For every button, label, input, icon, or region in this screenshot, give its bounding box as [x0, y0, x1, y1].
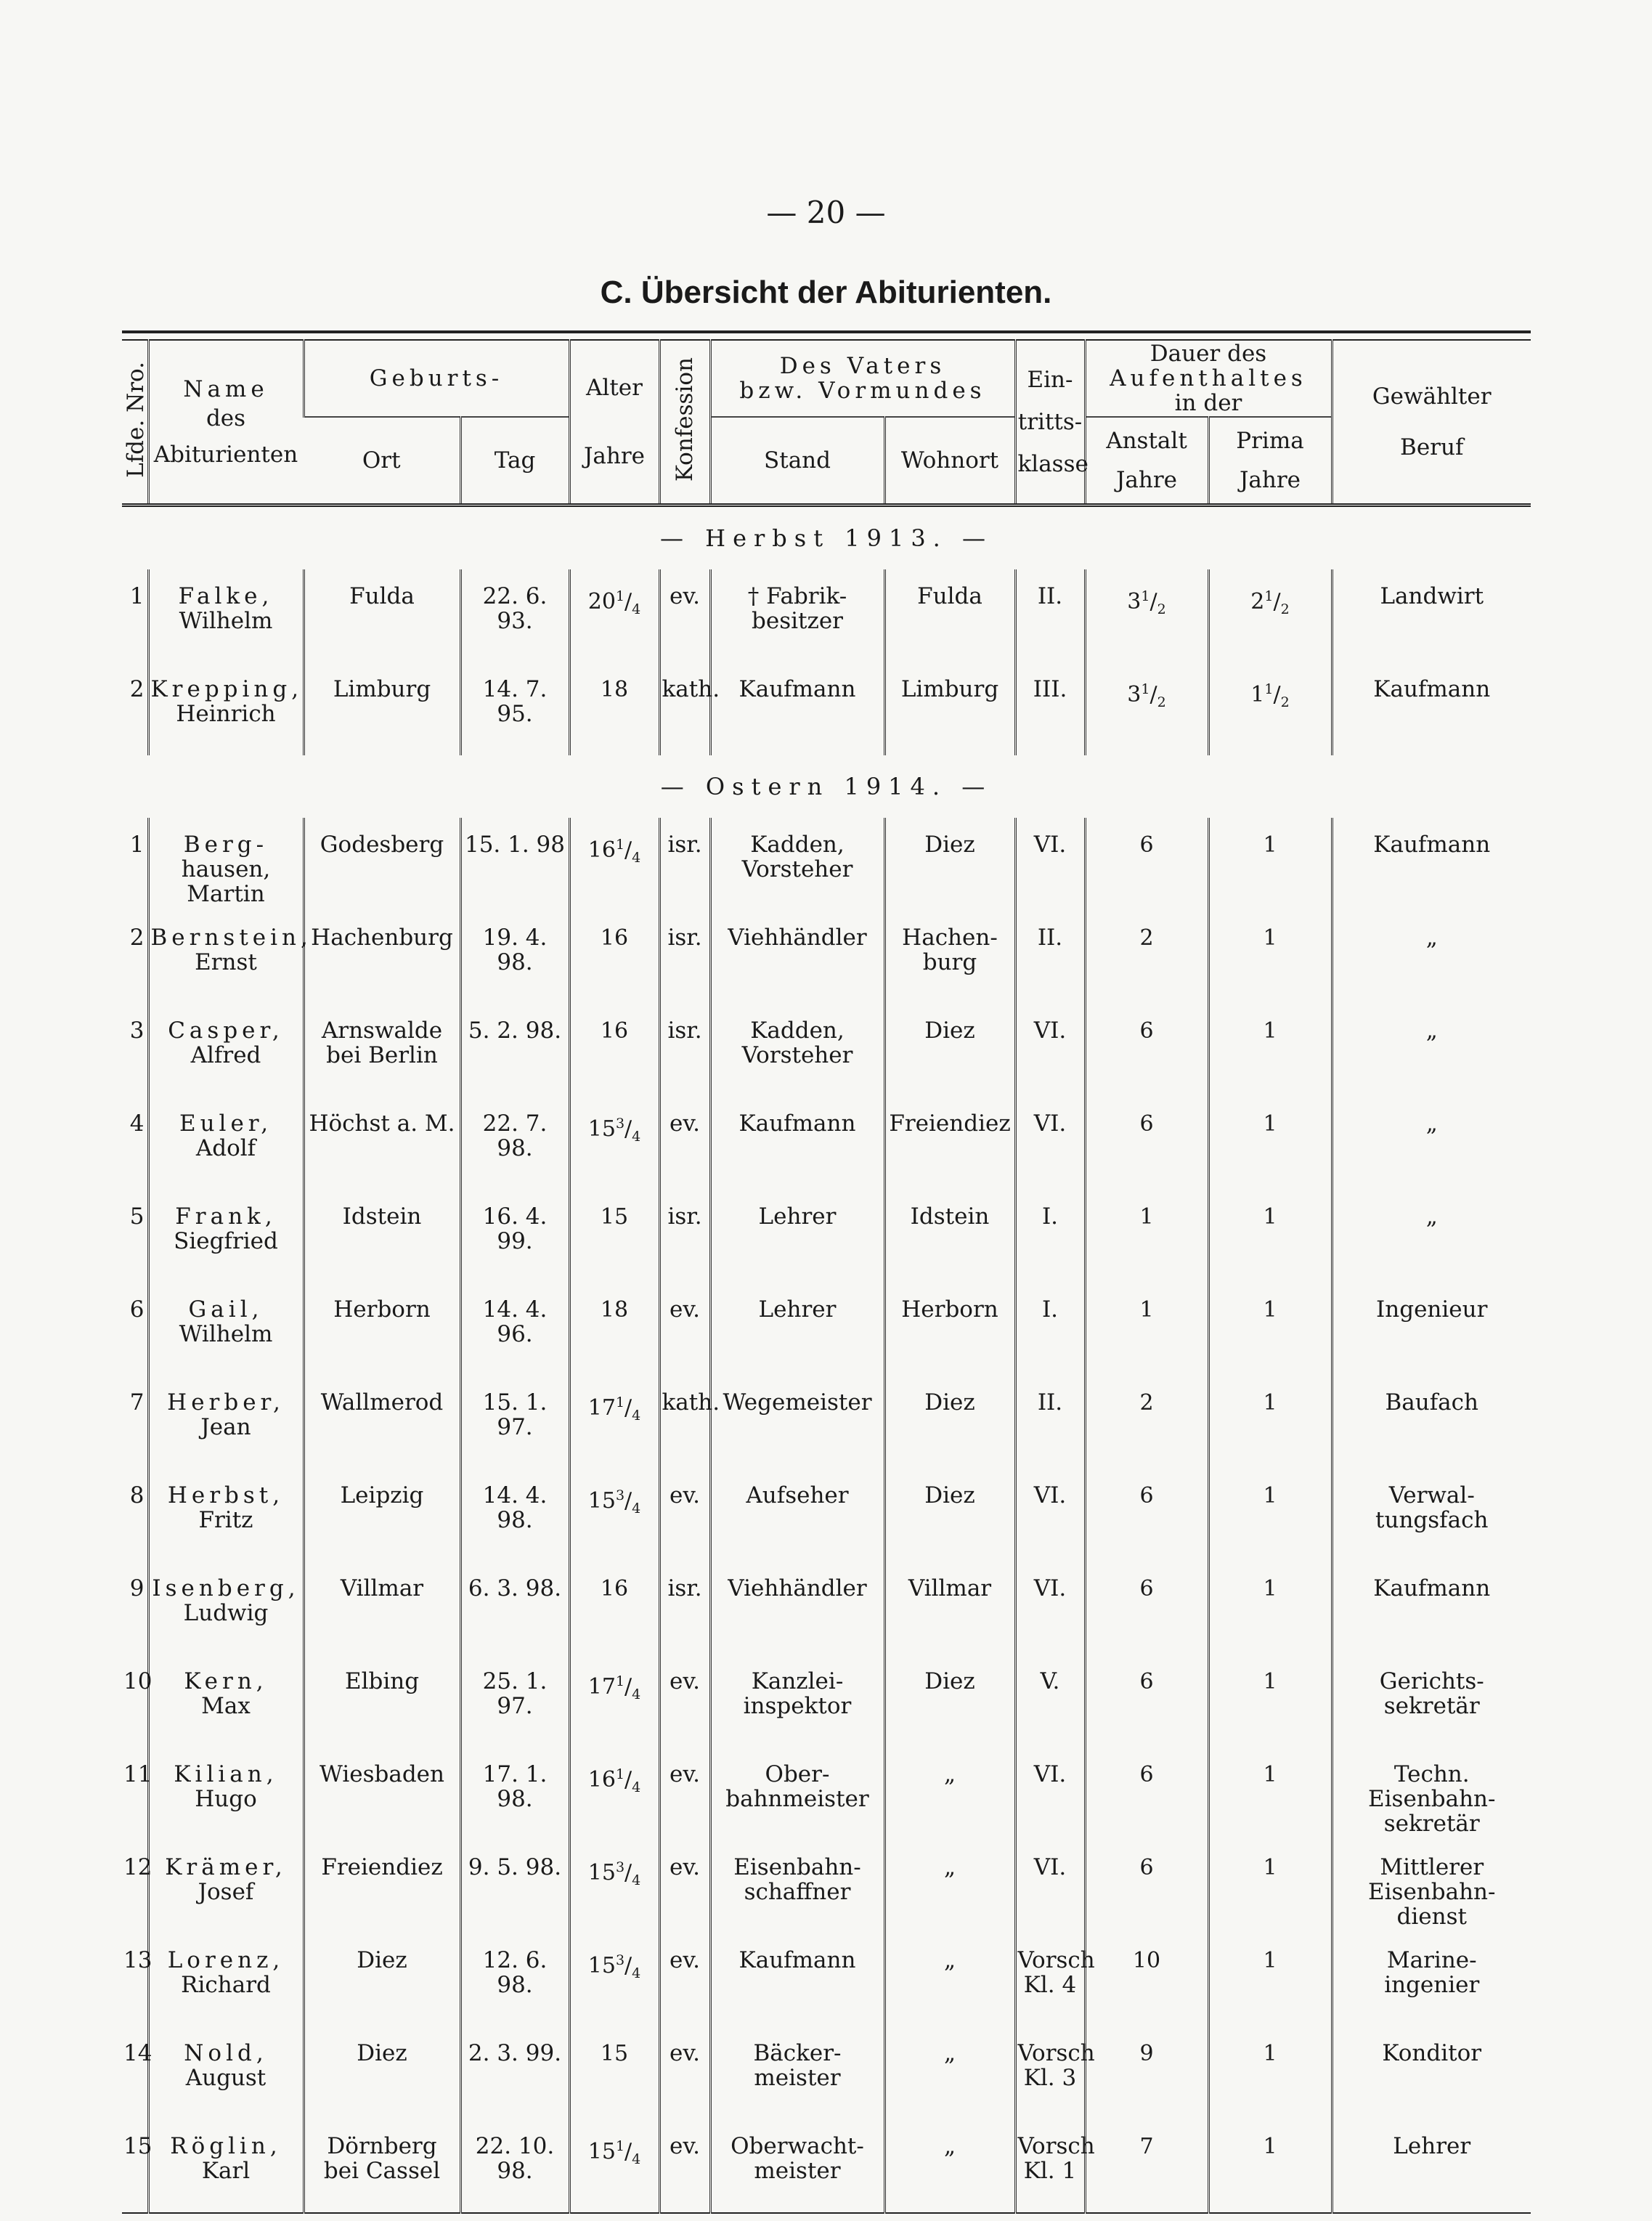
section-heading	[122, 505, 1531, 570]
section-label: — Ostern 1914. —	[660, 773, 993, 800]
cell-nr: 1	[129, 583, 145, 609]
cell-konfession: ev.	[659, 1097, 710, 1190]
cell-nr: 3	[129, 1018, 145, 1044]
cell-konfession: kath.	[659, 662, 710, 755]
fraction: $^1/_4$	[615, 1766, 641, 1795]
table-row	[122, 1190, 1531, 1283]
cell-prima: 1	[1208, 1933, 1332, 2026]
cell-stand: Viehhändler	[710, 911, 884, 1004]
cell-konfession: isr.	[659, 818, 710, 911]
cell-prima: 1	[1208, 2026, 1332, 2119]
table-row	[122, 2026, 1531, 2119]
cell-konfession: isr.	[659, 1004, 710, 1097]
cell-alter: $16^1/_4$	[569, 818, 659, 911]
table-row	[122, 1562, 1531, 1654]
cell-nr: 11	[123, 1761, 152, 1787]
cell-konfession: ev.	[659, 1654, 710, 1747]
cell-anstalt: 6	[1085, 1840, 1208, 1933]
col-beruf: Gewählter Beruf	[1332, 340, 1531, 503]
cell-stand: Kanzlei- inspektor	[710, 1654, 884, 1747]
cell-tag: 14. 7. 95.	[460, 662, 569, 755]
cell-name: Krepping, Heinrich	[148, 662, 304, 755]
cell-ort: Wallmerod	[304, 1376, 460, 1469]
col-dauer: Dauer des Aufenthaltes in der	[1085, 340, 1332, 417]
cell-name: Kilian, Hugo	[148, 1747, 304, 1840]
cell-tag: 15. 1. 98	[460, 818, 569, 911]
cell-ort: Diez	[304, 2026, 460, 2119]
cell-ort: Diez	[304, 1933, 460, 2026]
cell-eintritt: II.	[1015, 569, 1085, 662]
cell-wohnort: Limburg	[884, 662, 1015, 755]
cell-konfession: ev.	[659, 2119, 710, 2213]
cell-tag: 22. 6. 93.	[460, 569, 569, 662]
cell-alter: 18	[569, 1283, 659, 1376]
cell-anstalt: 10	[1085, 1933, 1208, 2026]
table-row	[122, 662, 1531, 755]
cell-ort: Limburg	[304, 662, 460, 755]
cell-prima: 1	[1208, 1840, 1332, 1933]
cell-prima: 1	[1208, 1376, 1332, 1469]
cell-stand: Kadden, Vorsteher	[710, 818, 884, 911]
cell-prima: 1	[1208, 1190, 1332, 1283]
cell-anstalt: 7	[1085, 2119, 1208, 2213]
cell-alter: $15^3/_4$	[569, 1933, 659, 2026]
cell-wohnort: Villmar	[884, 1562, 1015, 1654]
cell-anstalt: 6	[1085, 1562, 1208, 1654]
cell-konfession: ev.	[659, 569, 710, 662]
cell-eintritt: VI.	[1015, 1562, 1085, 1654]
cell-nr: 4	[129, 1110, 145, 1137]
cell-konfession: isr.	[659, 1562, 710, 1654]
cell-konfession: ev.	[659, 1747, 710, 1840]
cell-wohnort: Idstein	[884, 1190, 1015, 1283]
table-row	[122, 1933, 1531, 2026]
cell-konfession: ev.	[659, 1469, 710, 1562]
cell-stand: Lehrer	[710, 1283, 884, 1376]
cell-anstalt: 6	[1085, 818, 1208, 911]
cell-wohnort: „	[884, 1747, 1015, 1840]
cell-eintritt: Vorsch Kl. 1	[1015, 2119, 1085, 2213]
cell-nr: 8	[129, 1482, 145, 1509]
cell-anstalt: 2	[1085, 1376, 1208, 1469]
cell-tag: 19. 4. 98.	[460, 911, 569, 1004]
cell-stand: Kaufmann	[710, 1097, 884, 1190]
cell-ort: Arnswalde bei Berlin	[304, 1004, 460, 1097]
table-row	[122, 1004, 1531, 1097]
cell-tag: 12. 6. 98.	[460, 1933, 569, 2026]
cell-stand: † Fabrik- besitzer	[710, 569, 884, 662]
cell-nr: 2	[129, 676, 145, 702]
cell-prima: 1	[1208, 1469, 1332, 1562]
cell-name: Kern, Max	[148, 1654, 304, 1747]
fraction: $^1/_2$	[1264, 681, 1290, 710]
cell-stand: Oberwacht- meister	[710, 2119, 884, 2213]
cell-eintritt: VI.	[1015, 818, 1085, 911]
table-header	[122, 332, 1531, 505]
cell-stand: Wegemeister	[710, 1376, 884, 1469]
col-vater: Des Vaters bzw. Vormundes	[710, 340, 1015, 417]
table-row	[122, 1840, 1531, 1933]
cell-prima: 1	[1208, 1004, 1332, 1097]
cell-ort: Leipzig	[304, 1469, 460, 1562]
cell-eintritt: I.	[1015, 1190, 1085, 1283]
cell-nr: 2	[129, 925, 145, 951]
fraction: $^3/_4$	[615, 1116, 641, 1145]
cell-stand: Ober- bahnmeister	[710, 1747, 884, 1840]
table-row	[122, 1747, 1531, 1840]
table-row	[122, 1469, 1531, 1562]
col-konfession: Konfession	[659, 340, 710, 503]
cell-anstalt: 6	[1085, 1654, 1208, 1747]
table-body	[122, 505, 1531, 2214]
cell-name: Lorenz, Richard	[148, 1933, 304, 2026]
fraction: $^3/_4$	[615, 1859, 641, 1888]
col-lfd-nr: Lfde. Nro.	[123, 361, 149, 478]
cell-eintritt: VI.	[1015, 1747, 1085, 1840]
cell-wohnort: „	[884, 1933, 1015, 2026]
cell-ort: Fulda	[304, 569, 460, 662]
table-row	[122, 911, 1531, 1004]
cell-name: Isenberg, Ludwig	[148, 1562, 304, 1654]
cell-wohnort: Freiendiez	[884, 1097, 1015, 1190]
cell-alter: 16	[569, 1562, 659, 1654]
cell-tag: 22. 10. 98.	[460, 2119, 569, 2213]
col-wohnort: Wohnort	[884, 417, 1015, 503]
cell-alter: 16	[569, 1004, 659, 1097]
fraction: $^1/_2$	[1264, 588, 1290, 617]
cell-alter: $15^3/_4$	[569, 1840, 659, 1933]
cell-stand: Viehhändler	[710, 1562, 884, 1654]
cell-ort: Idstein	[304, 1190, 460, 1283]
cell-prima: 1	[1208, 2119, 1332, 2213]
cell-alter: $15^3/_4$	[569, 1469, 659, 1562]
cell-alter: $16^1/_4$	[569, 1747, 659, 1840]
cell-eintritt: VI.	[1015, 1469, 1085, 1562]
col-ort: Ort	[304, 417, 460, 503]
col-prima: Prima Jahre	[1208, 417, 1332, 503]
cell-anstalt: 6	[1085, 1004, 1208, 1097]
cell-konfession: kath.	[659, 1376, 710, 1469]
cell-beruf: Kaufmann	[1332, 662, 1531, 755]
cell-stand: Kadden, Vorsteher	[710, 1004, 884, 1097]
cell-beruf: Gerichts- sekretär	[1332, 1654, 1531, 1747]
cell-wohnort: Diez	[884, 1376, 1015, 1469]
section-label: — Herbst 1913. —	[659, 524, 993, 552]
cell-anstalt: 6	[1085, 1097, 1208, 1190]
cell-alter: $15^3/_4$	[569, 1097, 659, 1190]
cell-prima: 1	[1208, 1097, 1332, 1190]
cell-anstalt: 9	[1085, 2026, 1208, 2119]
col-name: Name des Abiturienten	[148, 340, 304, 503]
cell-beruf: Kaufmann	[1332, 1562, 1531, 1654]
cell-stand: Kaufmann	[710, 1933, 884, 2026]
cell-eintritt: VI.	[1015, 1004, 1085, 1097]
col-geburts: Geburts-	[304, 340, 569, 417]
cell-anstalt: $3^1/_2$	[1085, 569, 1208, 662]
fraction: $^1/_4$	[615, 2138, 641, 2167]
cell-wohnort: Diez	[884, 818, 1015, 911]
cell-nr: 9	[129, 1575, 145, 1601]
cell-nr: 6	[129, 1296, 145, 1323]
cell-alter: $17^1/_4$	[569, 1376, 659, 1469]
cell-beruf: „	[1332, 911, 1531, 1004]
cell-konfession: ev.	[659, 2026, 710, 2119]
cell-name: Nold, August	[148, 2026, 304, 2119]
cell-konfession: ev.	[659, 1283, 710, 1376]
cell-ort: Dörnberg bei Cassel	[304, 2119, 460, 2213]
page-title: C. Übersicht der Abiturienten.	[600, 275, 1052, 310]
cell-prima: 1	[1208, 911, 1332, 1004]
cell-eintritt: VI.	[1015, 1840, 1085, 1933]
cell-prima: 1	[1208, 1654, 1332, 1747]
cell-nr: 14	[123, 2040, 152, 2066]
cell-beruf: Kaufmann	[1332, 818, 1531, 911]
cell-wohnort: Fulda	[884, 569, 1015, 662]
cell-tag: 14. 4. 98.	[460, 1469, 569, 1562]
cell-tag: 22. 7. 98.	[460, 1097, 569, 1190]
table-row	[122, 1376, 1531, 1469]
fraction: $^1/_4$	[615, 837, 641, 866]
cell-nr: 13	[123, 1947, 152, 1973]
cell-alter: $20^1/_4$	[569, 569, 659, 662]
cell-eintritt: II.	[1015, 1376, 1085, 1469]
table-row	[122, 2119, 1531, 2213]
cell-name: Bernstein, Ernst	[148, 911, 304, 1004]
cell-stand: Kaufmann	[710, 662, 884, 755]
col-alter: Alter Jahre	[569, 340, 659, 503]
cell-eintritt: I.	[1015, 1283, 1085, 1376]
cell-prima: 1	[1208, 818, 1332, 911]
cell-eintritt: Vorsch Kl. 3	[1015, 2026, 1085, 2119]
cell-wohnort: „	[884, 2119, 1015, 2213]
cell-tag: 17. 1. 98.	[460, 1747, 569, 1840]
cell-beruf: Marine- ingenier	[1332, 1933, 1531, 2026]
cell-tag: 6. 3. 98.	[460, 1562, 569, 1654]
cell-alter: $15^1/_4$	[569, 2119, 659, 2213]
cell-stand: Lehrer	[710, 1190, 884, 1283]
table-row	[122, 1283, 1531, 1376]
cell-beruf: Ingenieur	[1332, 1283, 1531, 1376]
cell-nr: 5	[129, 1203, 145, 1230]
cell-tag: 2. 3. 99.	[460, 2026, 569, 2119]
cell-name: Euler, Adolf	[148, 1097, 304, 1190]
cell-name: Gail, Wilhelm	[148, 1283, 304, 1376]
cell-konfession: isr.	[659, 911, 710, 1004]
cell-beruf: Mittlerer Eisenbahn- dienst	[1332, 1840, 1531, 1933]
cell-name: Falke, Wilhelm	[148, 569, 304, 662]
cell-beruf: „	[1332, 1004, 1531, 1097]
cell-ort: Wiesbaden	[304, 1747, 460, 1840]
fraction: $^1/_2$	[1141, 588, 1166, 617]
cell-konfession: ev.	[659, 1933, 710, 2026]
cell-nr: 10	[123, 1668, 152, 1694]
cell-tag: 9. 5. 98.	[460, 1840, 569, 1933]
cell-name: Casper, Alfred	[148, 1004, 304, 1097]
cell-anstalt: 6	[1085, 1747, 1208, 1840]
cell-nr: 15	[123, 2133, 152, 2159]
cell-anstalt: 6	[1085, 1469, 1208, 1562]
cell-ort: Godesberg	[304, 818, 460, 911]
cell-ort: Freiendiez	[304, 1840, 460, 1933]
cell-tag: 14. 4. 96.	[460, 1283, 569, 1376]
table-row	[122, 569, 1531, 662]
cell-ort: Elbing	[304, 1654, 460, 1747]
cell-name: Berg- hausen, Martin	[148, 818, 304, 911]
cell-beruf: Baufach	[1332, 1376, 1531, 1469]
cell-eintritt: III.	[1015, 662, 1085, 755]
cell-ort: Höchst a. M.	[304, 1097, 460, 1190]
cell-alter: $17^1/_4$	[569, 1654, 659, 1747]
cell-wohnort: „	[884, 1840, 1015, 1933]
cell-beruf: Lehrer	[1332, 2119, 1531, 2213]
cell-wohnort: Diez	[884, 1654, 1015, 1747]
cell-beruf: „	[1332, 1190, 1531, 1283]
cell-wohnort: „	[884, 2026, 1015, 2119]
cell-beruf: „	[1332, 1097, 1531, 1190]
section-heading	[122, 755, 1531, 818]
cell-prima: 1	[1208, 1747, 1332, 1840]
col-tag: Tag	[460, 417, 569, 503]
table-row	[122, 818, 1531, 911]
cell-tag: 25. 1. 97.	[460, 1654, 569, 1747]
cell-name: Frank, Siegfried	[148, 1190, 304, 1283]
cell-eintritt: VI.	[1015, 1097, 1085, 1190]
col-stand: Stand	[710, 417, 884, 503]
cell-nr: 12	[123, 1854, 152, 1880]
table-row	[122, 1654, 1531, 1747]
cell-eintritt: V.	[1015, 1654, 1085, 1747]
cell-tag: 15. 1. 97.	[460, 1376, 569, 1469]
fraction: $^3/_4$	[615, 1487, 641, 1516]
cell-name: Krämer, Josef	[148, 1840, 304, 1933]
abiturienten-table	[122, 330, 1531, 2221]
cell-konfession: isr.	[659, 1190, 710, 1283]
cell-prima: 1	[1208, 1562, 1332, 1654]
cell-nr: 7	[129, 1389, 145, 1416]
cell-alter: 15	[569, 2026, 659, 2119]
cell-wohnort: Diez	[884, 1469, 1015, 1562]
cell-ort: Hachenburg	[304, 911, 460, 1004]
fraction: $^1/_4$	[615, 1394, 641, 1424]
page-number: — 20 —	[766, 195, 886, 230]
cell-ort: Villmar	[304, 1562, 460, 1654]
cell-eintritt: II.	[1015, 911, 1085, 1004]
cell-stand: Aufseher	[710, 1469, 884, 1562]
cell-beruf: Techn. Eisenbahn- sekretär	[1332, 1747, 1531, 1840]
cell-eintritt: Vorsch Kl. 4	[1015, 1933, 1085, 2026]
cell-prima: $1^1/_2$	[1208, 662, 1332, 755]
cell-beruf: Landwirt	[1332, 569, 1531, 662]
cell-name: Röglin, Karl	[148, 2119, 304, 2213]
cell-wohnort: Diez	[884, 1004, 1015, 1097]
cell-wohnort: Hachen- burg	[884, 911, 1015, 1004]
cell-beruf: Konditor	[1332, 2026, 1531, 2119]
cell-tag: 5. 2. 98.	[460, 1004, 569, 1097]
col-eintritt: Ein- tritts- klasse	[1015, 340, 1085, 503]
cell-ort: Herborn	[304, 1283, 460, 1376]
fraction: $^3/_4$	[615, 1952, 641, 1981]
fraction: $^1/_4$	[615, 588, 641, 617]
cell-anstalt: 1	[1085, 1190, 1208, 1283]
col-anstalt: Anstalt Jahre	[1085, 417, 1208, 503]
cell-alter: 15	[569, 1190, 659, 1283]
cell-anstalt: 2	[1085, 911, 1208, 1004]
cell-wohnort: Herborn	[884, 1283, 1015, 1376]
cell-prima: 1	[1208, 1283, 1332, 1376]
cell-prima: $2^1/_2$	[1208, 569, 1332, 662]
table-row	[122, 1097, 1531, 1190]
fraction: $^1/_2$	[1141, 681, 1166, 710]
cell-nr: 1	[129, 832, 145, 858]
cell-tag: 16. 4. 99.	[460, 1190, 569, 1283]
cell-alter: 18	[569, 662, 659, 755]
cell-beruf: Verwal- tungsfach	[1332, 1469, 1531, 1562]
cell-name: Herber, Jean	[148, 1376, 304, 1469]
cell-anstalt: $3^1/_2$	[1085, 662, 1208, 755]
cell-anstalt: 1	[1085, 1283, 1208, 1376]
cell-name: Herbst, Fritz	[148, 1469, 304, 1562]
cell-stand: Bäcker- meister	[710, 2026, 884, 2119]
fraction: $^1/_4$	[615, 1673, 641, 1702]
cell-alter: 16	[569, 911, 659, 1004]
cell-konfession: ev.	[659, 1840, 710, 1933]
cell-stand: Eisenbahn- schaffner	[710, 1840, 884, 1933]
